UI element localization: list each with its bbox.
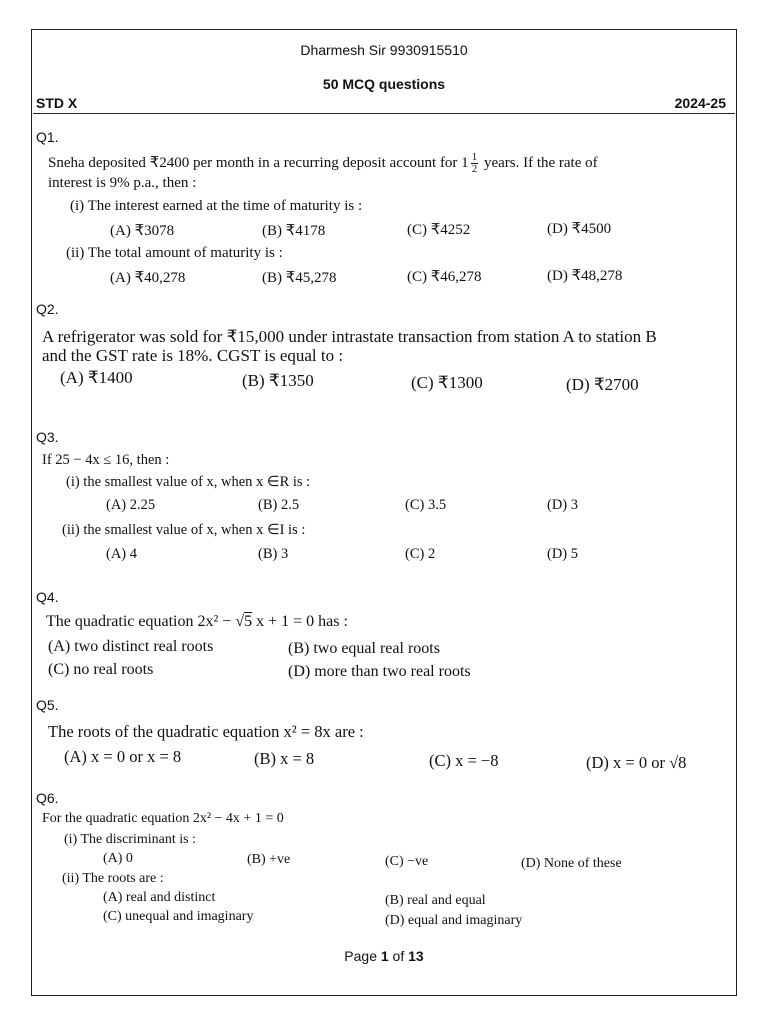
page-mid: of [388, 948, 409, 964]
page-title: 50 MCQ questions [322, 76, 446, 92]
year-label: 2024-25 [674, 95, 726, 111]
option: (D) ₹2700 [566, 375, 639, 394]
option: (B) ₹4178 [262, 223, 326, 239]
sub-question: (ii) The roots are : [62, 871, 164, 886]
option: (C) unequal and imaginary [103, 909, 254, 924]
option: (A) ₹1400 [60, 368, 133, 387]
fraction-denominator: 2 [471, 163, 478, 175]
option: (B) ₹1350 [242, 371, 314, 390]
option: (A) 4 [106, 546, 138, 562]
option: (D) equal and imaginary [385, 913, 523, 928]
option: (A) real and distinct [103, 890, 216, 905]
question-stem-line: interest is 9% p.a., then : [48, 175, 197, 191]
current-page: 1 [380, 948, 389, 964]
question-stem [46, 613, 348, 631]
question-label: Q5. [36, 697, 59, 713]
class-label: STD X [36, 95, 78, 111]
option: (D) ₹4500 [547, 221, 612, 237]
option: (A) 0 [103, 851, 133, 866]
page-prefix: Page [344, 948, 381, 964]
question-label: Q4. [36, 589, 59, 605]
stem-text: The quadratic equation 2x² − √ [46, 613, 245, 630]
option: (C) ₹1300 [411, 373, 483, 392]
question-stem [48, 152, 598, 175]
author-line: Dharmesh Sir 9930915510 [300, 42, 468, 58]
question-stem-line: and the GST rate is 18%. CGST is equal to : [42, 346, 344, 365]
option: (C) −ve [385, 854, 429, 869]
option: (B) +ve [247, 852, 291, 867]
option: (B) ₹45,278 [262, 270, 337, 286]
question-label: Q6. [36, 790, 59, 806]
stem-text: x + 1 = 0 has : [252, 613, 348, 630]
sub-question: (i) the smallest value of x, when x ∈R is : [66, 474, 311, 490]
sub-question: (i) The interest earned at the time of maturity is : [70, 198, 363, 214]
fraction [471, 152, 479, 175]
option: (B) 2.5 [258, 497, 300, 513]
option: (B) real and equal [385, 893, 486, 908]
question-label: Q1. [36, 129, 59, 145]
question-stem: The roots of the quadratic equation x² = 8x are : [48, 722, 364, 741]
page-number [0, 948, 768, 964]
sub-question: (i) The discriminant is : [64, 832, 196, 847]
question-label: Q2. [36, 301, 59, 317]
question-stem: For the quadratic equation 2x² − 4x + 1 = 0 [42, 811, 284, 826]
option: (C) no real roots [48, 661, 154, 678]
option: (D) more than two real roots [288, 663, 471, 680]
sub-question: (ii) The total amount of maturity is : [66, 245, 283, 261]
option: (D) ₹48,278 [547, 268, 623, 284]
option: (A) ₹40,278 [110, 270, 186, 286]
stem-text: Sneha deposited ₹2400 per month in a recurring deposit account for 1 [48, 154, 469, 171]
question-stem: A refrigerator was sold for ₹15,000 under intrastate transaction from station A to station B [42, 327, 657, 346]
header-divider [33, 113, 735, 114]
option: (C) 3.5 [405, 497, 447, 513]
option: (B) two equal real roots [288, 640, 440, 657]
option: (D) 5 [547, 546, 579, 562]
question-label: Q3. [36, 429, 59, 445]
option: (C) ₹46,278 [407, 269, 482, 285]
option: (A) two distinct real roots [48, 638, 214, 655]
fraction-numerator: 1 [471, 151, 478, 163]
total-pages: 13 [408, 948, 424, 964]
stem-text: years. If the rate of [480, 154, 598, 171]
question-stem: If 25 − 4x ≤ 16, then : [42, 452, 170, 468]
option: (A) x = 0 or x = 8 [64, 747, 182, 766]
option: (C) x = −8 [429, 751, 499, 770]
option: (D) None of these [521, 856, 622, 871]
option: (D) 3 [547, 497, 579, 513]
square-root-radicand: 5 [244, 613, 253, 630]
option: (C) 2 [405, 546, 436, 562]
option: (D) x = 0 or √8 [586, 753, 687, 772]
sub-question: (ii) the smallest value of x, when x ∈I is : [62, 522, 306, 538]
option: (B) 3 [258, 546, 289, 562]
option: (A) 2.25 [106, 497, 156, 513]
option: (C) ₹4252 [407, 222, 471, 238]
option: (A) ₹3078 [110, 223, 175, 239]
option: (B) x = 8 [254, 749, 315, 768]
